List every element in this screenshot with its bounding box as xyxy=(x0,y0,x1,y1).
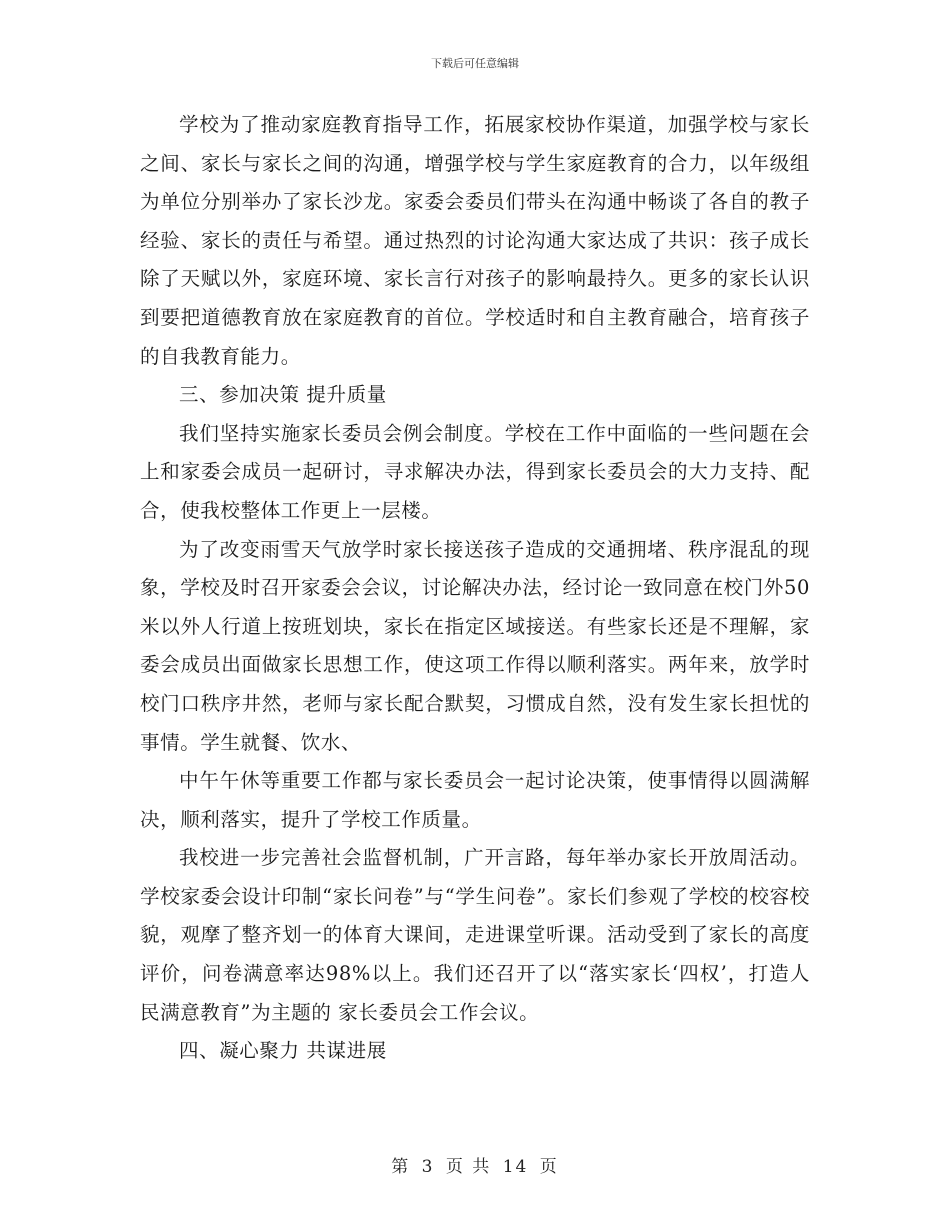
header-note: 下载后可任意编辑 xyxy=(431,57,519,70)
paragraph-4: 中午午休等重要工作都与家长委员会一起讨论决策，使事情得以圆满解决，顺利落实，提升了学校工作质量。 xyxy=(140,769,810,831)
total-pages-number: 14 xyxy=(502,1157,529,1177)
paragraph-5: 我校进一步完善社会监督机制，广开言路，每年举办家长开放周活动。学校家委会设计印制“家长问卷”与“学生问卷”。家长们参观了学校的校容校貌，观摩了整齐划一的体育大课间，走进课堂听课。活动受到了家长的高度评价，问卷满意率达98%以上。我们还召开了以“落实家长‘四权’，打造人民满意教育”为主题的 家长委员会工作会议。 xyxy=(140,846,810,1024)
current-page-number: 3 xyxy=(421,1157,435,1177)
page-suffix: 页 xyxy=(539,1157,559,1177)
page-mid: 页 共 xyxy=(445,1157,492,1177)
section-heading-3: 三、参加决策 提升质量 xyxy=(179,383,387,407)
page-prefix: 第 xyxy=(391,1157,411,1177)
paragraph-1: 学校为了推动家庭教育指导工作，拓展家校协作渠道，加强学校与家长之间、家长与家长之间的沟通，增强学校与学生家庭教育的合力，以年级组为单位分别举办了家长沙龙。家委会委员们带头在沟通中畅谈了各自的教子经验、家长的责任与希望。通过热烈的讨论沟通大家达成了共识：孩子成长除了天赋以外，家庭环境、家长言行对孩子的影响最持久。更多的家长认识到要把道德教育放在家庭教育的首位。学校适时和自主教育融合，培育孩子的自我教育能力。 xyxy=(140,113,810,368)
paragraph-3: 为了改变雨雪天气放学时家长接送孩子造成的交通拥堵、秩序混乱的现象，学校及时召开家委会会议，讨论解决办法，经讨论一致同意在校门外50米以外人行道上按班划块，家长在指定区域接送。有些家长还是不理解，家委会成员出面做家长思想工作，使这项工作得以顺利落实。两年来，放学时校门口秩序井然，老师与家长配合默契，习惯成自然，没有发生家长担忧的事情。学生就餐、饮水、 xyxy=(140,537,810,754)
paragraph-2: 我们坚持实施家长委员会例会制度。学校在工作中面临的一些问题在会上和家委会成员一起研讨，寻求解决办法，得到家长委员会的大力支持、配合，使我校整体工作更上一层楼。 xyxy=(140,421,810,522)
section-heading-4: 四、凝心聚力 共谋进展 xyxy=(179,1039,387,1063)
document-body xyxy=(140,106,810,1071)
page-footer xyxy=(0,1152,950,1177)
